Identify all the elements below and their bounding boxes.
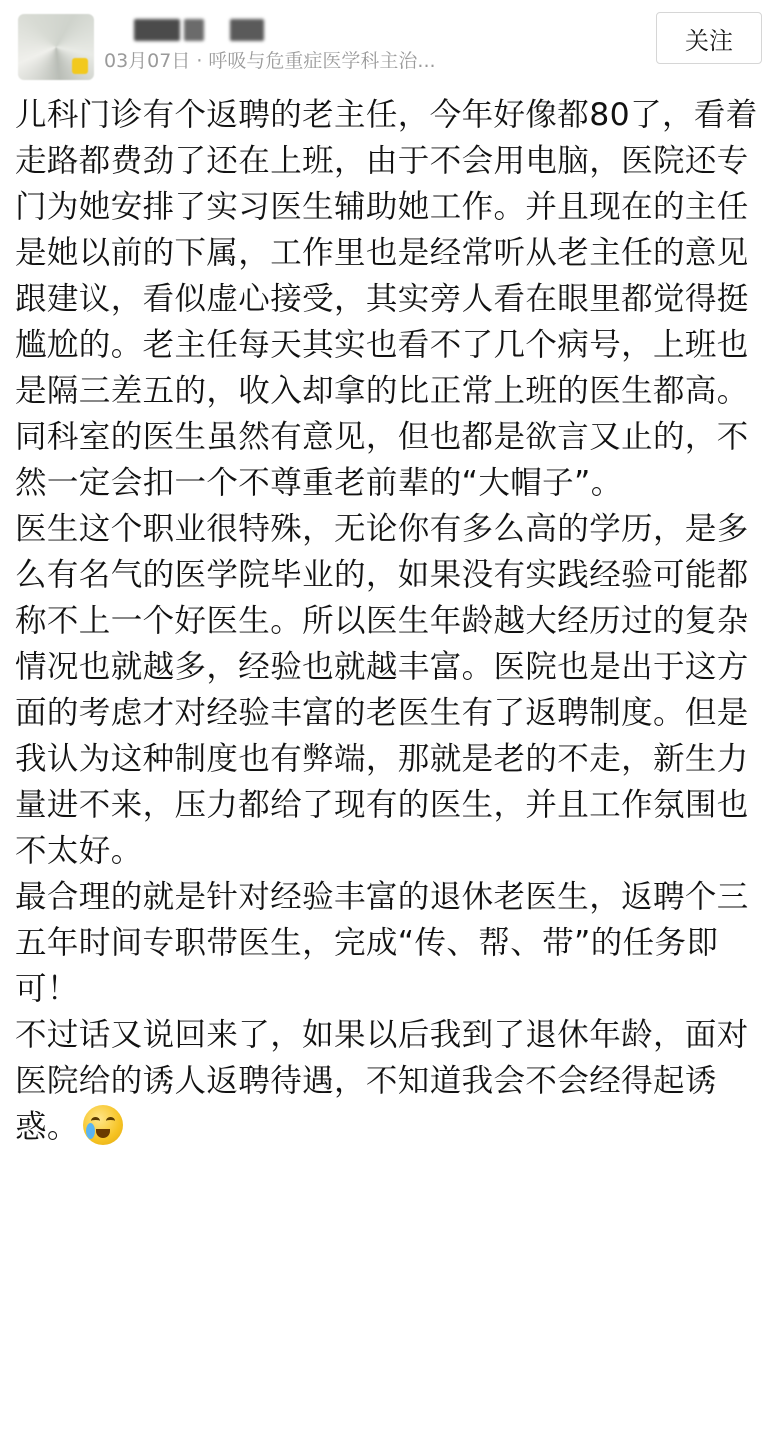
paragraph-4 [15, 1012, 765, 1150]
follow-button[interactable]: 关注 [656, 12, 762, 64]
username-blurred[interactable] [134, 18, 264, 42]
post-date: 03月07日 [104, 50, 191, 72]
post-header [0, 0, 774, 92]
avatar[interactable] [18, 14, 94, 80]
crying-laughing-emoji-icon [83, 1105, 123, 1145]
avatar-badge [72, 58, 88, 74]
paragraph-4-text: 不过话又说回来了，如果以后我到了退休年龄，面对医院给的诱人返聘待遇，不知道我会不会经得起诱惑。 [15, 1017, 749, 1145]
paragraph-1: 儿科门诊有个返聘的老主任，今年好像都80了，看着走路都费劲了还在上班，由于不会用电脑，医院还专门为她安排了实习医生辅助她工作。并且现在的主任是她以前的下属，工作里也是经常听从老主任的意见跟建议，看似虚心接受，其实旁人看在眼里都觉得挺尴尬的。老主任每天其实也看不了几个病号，上班也是隔三差五的，收入却拿的比正常上班的医生都高。同科室的医生虽然有意见，但也都是欲言又止的，不然一定会扣一个不尊重老前辈的“大帽子”。 [15, 97, 758, 501]
meta-separator: · [196, 50, 203, 72]
paragraph-3: 最合理的就是针对经验丰富的退休老医生，返聘个三五年时间专职带医生，完成“传、帮、带”的任务即可！ [15, 879, 749, 1007]
post-meta [104, 46, 436, 73]
paragraph-2: 医生这个职业很特殊，无论你有多么高的学历，是多么有名气的医学院毕业的，如果没有实践经验可能都称不上一个好医生。所以医生年龄越大经历过的复杂情况也就越多，经验也就越丰富。医院也是出于这方面的考虑才对经验丰富的老医生有了返聘制度。但是我认为这种制度也有弊端，那就是老的不走，新生力量进不来，压力都给了现有的医生，并且工作氛围也不太好。 [15, 511, 749, 869]
author-title: 呼吸与危重症医学科主治... [208, 50, 436, 72]
post-body [15, 92, 765, 1150]
